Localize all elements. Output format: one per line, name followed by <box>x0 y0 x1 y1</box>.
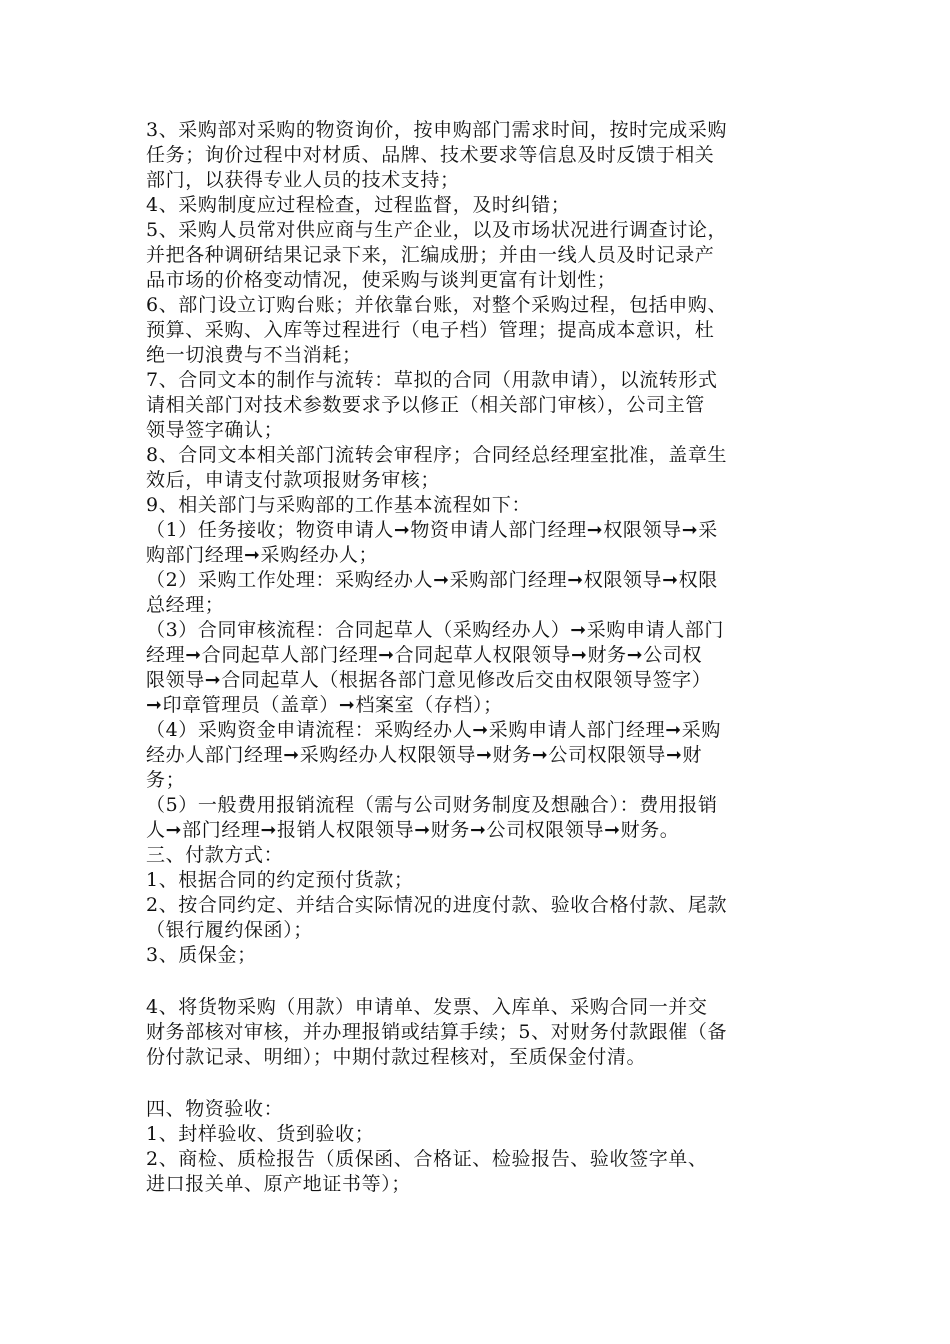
text-line: 7、合同文本的制作与流转：草拟的合同（用款申请），以流转形式 <box>146 369 718 391</box>
text-line: 8、合同文本相关部门流转会审程序；合同经总经理室批准，盖章生 <box>146 444 728 466</box>
text-line: 3、采购部对采购的物资询价，按申购部门需求时间，按时完成采购 <box>146 119 728 141</box>
text-line: 经理➞合同起草人部门经理➞合同起草人权限领导➞财务➞公司权 <box>146 644 703 666</box>
text-line: 财务部核对审核，并办理报销或结算手续；5、对财务付款跟催（备 <box>146 1021 728 1043</box>
text-line: 绝一切浪费与不当消耗； <box>146 344 362 366</box>
text-line: 限领导➞合同起草人（根据各部门意见修改后交由权限领导签字） <box>146 669 712 691</box>
text-line: 请相关部门对技术参数要求予以修正（相关部门审核），公司主管 <box>146 394 705 416</box>
text-line: 领导签字确认； <box>146 419 284 441</box>
text-line: 进口报关单、原产地证书等）； <box>146 1173 411 1195</box>
text-line: 2、按合同约定、并结合实际情况的进度付款、验收合格付款、尾款 <box>146 894 728 916</box>
text-line: 部门，以获得专业人员的技术支持； <box>146 169 460 191</box>
text-line: （1）任务接收；物资申请人➞物资申请人部门经理➞权限领导➞采 <box>146 519 718 541</box>
text-line: （4）采购资金申请流程：采购经办人➞采购申请人部门经理➞采购 <box>146 719 721 741</box>
text-line: ➞印章管理员（盖章）➞档案室（存档）； <box>146 694 503 716</box>
text-line: 并把各种调研结果记录下来，汇编成册；并由一线人员及时记录产 <box>146 244 715 266</box>
text-line: （5）一般费用报销流程（需与公司财务制度及想融合）：费用报销 <box>146 794 718 816</box>
text-line: 总经理； <box>146 594 225 616</box>
text-line: 2、商检、质检报告（质保函、合格证、检验报告、验收签字单、 <box>146 1148 708 1170</box>
text-line: 务； <box>146 769 186 791</box>
text-line: 经办人部门经理➞采购经办人权限领导➞财务➞公司权限领导➞财 <box>146 744 703 766</box>
blank-line <box>146 1070 811 1097</box>
text-line: （银行履约保函）； <box>146 919 313 941</box>
text-line: 4、采购制度应过程检查，过程监督，及时纠错； <box>146 194 571 216</box>
text-line: 份付款记录、明细）；中期付款过程核对，至质保金付清。 <box>146 1046 647 1068</box>
text-line: 4、将货物采购（用款）申请单、发票、入库单、采购合同一并交 <box>146 996 708 1018</box>
text-line: 人➞部门经理➞报销人权限领导➞财务➞公司权限领导➞财务。 <box>146 819 680 841</box>
text-line: （2）采购工作处理：采购经办人➞采购部门经理➞权限领导➞权限 <box>146 569 718 591</box>
blank-line <box>146 968 811 995</box>
text-line: 1、根据合同的约定预付货款； <box>146 869 414 891</box>
text-line: 预算、采购、入库等过程进行（电子档）管理；提高成本意识，杜 <box>146 319 715 341</box>
document-body <box>146 118 811 1197</box>
text-line: 3、质保金； <box>146 944 257 966</box>
text-line: 效后，申请支付款项报财务审核； <box>146 469 441 491</box>
section-heading: 三、付款方式： <box>146 844 284 866</box>
text-line: 品市场的价格变动情况，使采购与谈判更富有计划性； <box>146 269 617 291</box>
section-heading: 四、物资验收： <box>146 1098 284 1120</box>
text-line: （3）合同审核流程：合同起草人（采购经办人）➞采购申请人部门 <box>146 619 725 641</box>
text-line: 6、部门设立订购台账；并依靠台账，对整个采购过程，包括申购、 <box>146 294 728 316</box>
text-line: 5、采购人员常对供应商与生产企业，以及市场状况进行调查讨论， <box>146 219 728 241</box>
text-line: 1、封样验收、货到验收； <box>146 1123 375 1145</box>
text-line: 9、相关部门与采购部的工作基本流程如下： <box>146 494 532 516</box>
text-line: 购部门经理➞采购经办人； <box>146 544 379 566</box>
text-line: 任务；询价过程中对材质、品牌、技术要求等信息及时反馈于相关 <box>146 144 715 166</box>
